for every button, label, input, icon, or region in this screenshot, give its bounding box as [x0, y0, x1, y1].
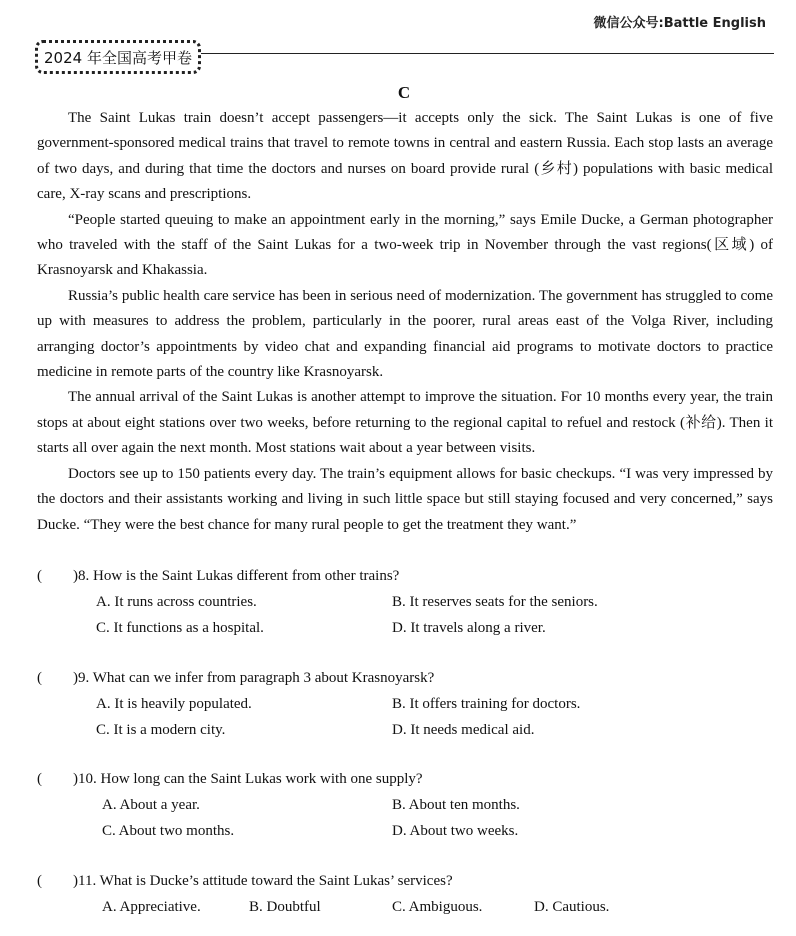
- option-c: C. It functions as a hospital.: [96, 620, 264, 636]
- option-a: A. It is heavily populated.: [96, 696, 252, 712]
- wechat-account-label: 微信公众号:Battle English: [593, 16, 766, 31]
- option-c: C. About two months.: [102, 823, 235, 839]
- option-d: D. About two weeks.: [392, 823, 519, 839]
- question-10: [37, 766, 777, 844]
- option-b: B. About ten months.: [392, 797, 520, 813]
- answer-blank: (: [37, 771, 42, 787]
- option-a: A. It runs across countries.: [96, 594, 257, 610]
- option-b: B. It offers training for doctors.: [392, 696, 581, 712]
- reading-passage: [37, 106, 773, 538]
- exam-title-badge: [35, 40, 201, 74]
- passage-paragraph-3: Russia’s public health care service has been in serious need of modernization. The government has struggled to come up with measures to address the problem, particularly in the poorer, rural areas east of the Volga River, including arranging doctor’s appointments by video chat and expanding financial aid programs to motivate doctors to practice medicine in remote parts of the country like Krasnoyarsk.: [37, 287, 773, 381]
- question-stem: [37, 868, 777, 894]
- option-a: A. Appreciative.: [102, 899, 201, 915]
- passage-paragraph-2: “People started queuing to make an appointment early in the morning,” says Emile Ducke, a German photographer who traveled with the staff of the Saint Lukas for a two-week trip in November through the vast regions(区域) of Krasnoyarsk and Khakassia.: [37, 211, 773, 279]
- passage-paragraph-1: The Saint Lukas train doesn’t accept passengers—it accepts only the sick. The Saint Lukas is one of five government-sponsored medical trains that travel to remote towns in central and eastern Russia. Each stop lasts an average of two days, and during that time the doctors and nurses on board provide rural (乡村) populations with basic medical care, X-ray scans and prescriptions.: [37, 110, 773, 203]
- option-b: B. Doubtful: [249, 899, 321, 915]
- question-stem: [37, 766, 777, 792]
- passage-paragraph-5: Doctors see up to 150 patients every day. The train’s equipment allows for basic checkups. “I was very impressed by the doctors and their assistants working and living in such little space but still staying focused and very concerned,” says Ducke. “They were the best chance for many rural people to get the treatment they want.”: [37, 465, 773, 533]
- exam-title: 2024 年全国高考甲卷: [44, 48, 192, 67]
- question-text: )10. How long can the Saint Lukas work with one supply?: [73, 771, 423, 787]
- option-c: C. Ambiguous.: [392, 899, 483, 915]
- question-8: [37, 563, 777, 641]
- passage-paragraph-4: The annual arrival of the Saint Lukas is another attempt to improve the situation. For 10 months every year, the train stops at about eight stations over two weeks, before returning to the regional capital to refuel and restock (补给). Then it starts all over again the next month. Most stations wait about a year between visits.: [37, 389, 773, 457]
- answer-blank: (: [37, 568, 42, 584]
- question-11: [37, 868, 777, 920]
- question-stem: [37, 665, 777, 691]
- section-title: C: [397, 83, 411, 102]
- option-b: B. It reserves seats for the seniors.: [392, 594, 598, 610]
- question-9: [37, 665, 777, 743]
- option-d: D. Cautious.: [534, 899, 610, 915]
- answer-blank: (: [37, 670, 42, 686]
- question-text: )9. What can we infer from paragraph 3 about Krasnoyarsk?: [73, 670, 435, 686]
- question-text: )11. What is Ducke’s attitude toward the Saint Lukas’ services?: [73, 873, 453, 889]
- option-d: D. It needs medical aid.: [392, 722, 535, 738]
- answer-blank: (: [37, 873, 42, 889]
- header-divider: [196, 53, 774, 54]
- option-d: D. It travels along a river.: [392, 620, 546, 636]
- option-c: C. It is a modern city.: [96, 722, 226, 738]
- question-text: )8. How is the Saint Lukas different from other trains?: [73, 568, 400, 584]
- question-stem: [37, 563, 777, 589]
- option-a: A. About a year.: [102, 797, 200, 813]
